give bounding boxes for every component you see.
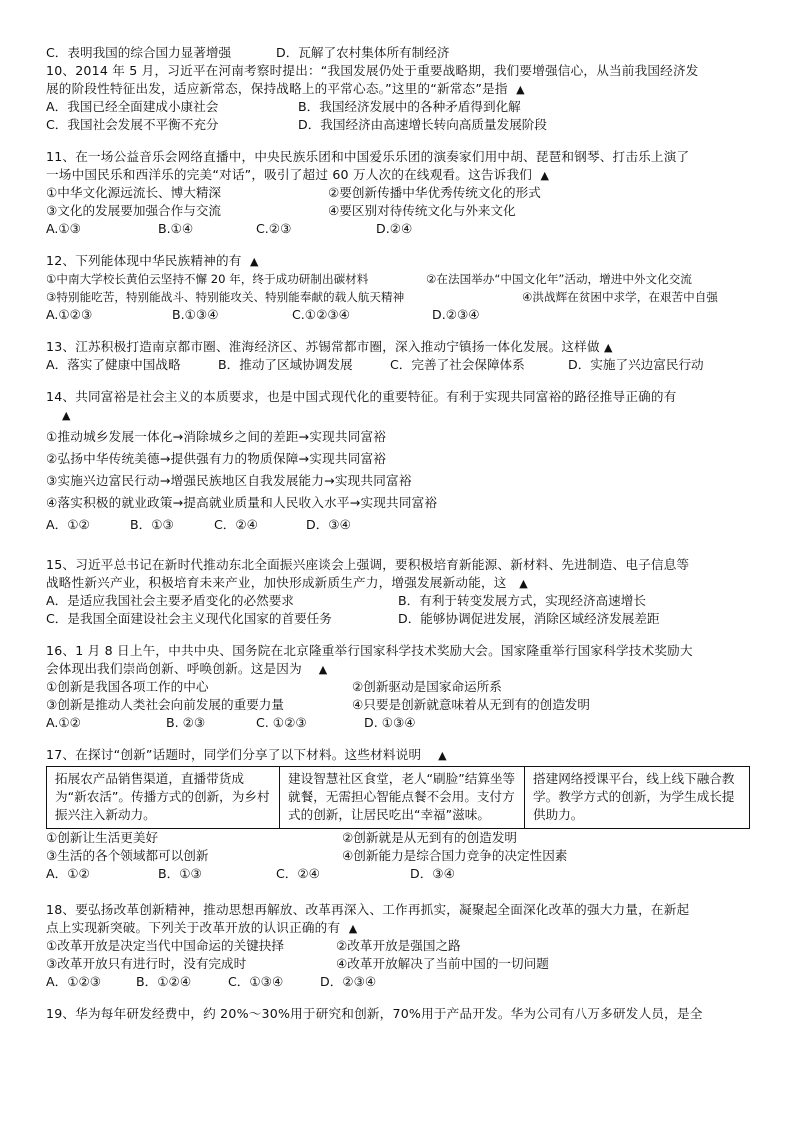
option-a: A．落实了健康中国战略 bbox=[46, 357, 181, 372]
statement-2: ②创新就是从无到有的创造发明 bbox=[342, 830, 518, 845]
question-stem: 11、在一场公益音乐会网络直播中，中央民族乐团和中国爱乐乐团的演奏家们用中胡、琵琶和钢琴、打击乐上演了 bbox=[46, 149, 690, 164]
statement-3: ③创新是推动人类社会向前发展的重要力量 bbox=[46, 697, 284, 712]
question-16 bbox=[46, 642, 750, 732]
statement-1: ①推动城乡发展一体化→消除城乡之间的差距→实现共同富裕 bbox=[46, 429, 387, 444]
option-b: B. ②③ bbox=[166, 715, 206, 730]
exam-page bbox=[46, 44, 750, 1023]
table-row bbox=[47, 767, 750, 829]
option-b: B．有利于转变发展方式，实现经济高速增长 bbox=[398, 593, 646, 608]
question-stem: 战略性新兴产业，积极培育未来产业，加快形成新质生产力，增强发展新动能，这 ▲ bbox=[46, 575, 528, 590]
answer-placeholder-triangle: ▲ bbox=[62, 409, 71, 422]
question-19 bbox=[46, 1005, 750, 1023]
question-11 bbox=[46, 148, 750, 238]
statement-3: ③改革开放只有进行时，没有完成时 bbox=[46, 956, 247, 971]
statement-4: ④要区别对待传统文化与外来文化 bbox=[328, 203, 516, 218]
statement-3: ③特别能吃苦，特别能战斗、特别能攻关、特别能奉献的载人航天精神 bbox=[46, 290, 405, 304]
statement-4: ④落实积极的就业政策→提高就业质量和人民收入水平→实现共同富裕 bbox=[46, 495, 438, 510]
statement-3: ③文化的发展要加强合作与交流 bbox=[46, 203, 222, 218]
option-d: D．我国经济由高速增长转向高质量发展阶段 bbox=[298, 117, 547, 132]
option-b: B．①③ bbox=[158, 866, 202, 881]
option-d: D.②④ bbox=[376, 221, 413, 236]
statement-2: ②在法国举办“中国文化年”活动，增进中外文化交流 bbox=[426, 272, 692, 286]
question-18 bbox=[46, 901, 750, 991]
question-stem: 展的阶段性特征出发，适应新常态，保持战略上的平常心态。”这里的“新常态”是指 ▲ bbox=[46, 81, 525, 96]
material-cell: 拓展农产品销售渠道，直播带货成为“新农活”。传播方式的创新，为乡村振兴注入新动力。 bbox=[47, 767, 280, 829]
option-d: D．实施了兴边富民行动 bbox=[568, 357, 704, 372]
question-13 bbox=[46, 338, 750, 374]
statement-4: ④只要是创新就意味着从无到有的创造发明 bbox=[352, 697, 590, 712]
question-15 bbox=[46, 556, 750, 628]
answer-placeholder-triangle: ▲ bbox=[348, 922, 358, 935]
option-b: B．①③ bbox=[130, 517, 174, 532]
option-c: C．表明我国的综合国力显著增强 bbox=[46, 45, 232, 60]
option-b: B．①②④ bbox=[136, 974, 192, 989]
question-stem: 18、要弘扬改革创新精神，推动思想再解放、改革再深入、工作再抓实，凝聚起全面深化改革的强大力量，在新起 bbox=[46, 902, 690, 917]
option-b: B．我国经济发展中的各种矛盾得到化解 bbox=[298, 99, 521, 114]
option-d: D.②③④ bbox=[432, 307, 480, 322]
option-d: D．能够协调促进发展，消除区域经济发展差距 bbox=[398, 611, 660, 626]
question-17 bbox=[46, 746, 750, 883]
statement-1: ①中华文化源远流长、博大精深 bbox=[46, 185, 222, 200]
question-stem: 16、1 月 8 日上午，中共中央、国务院在北京隆重举行国家科学技术奖励大会。国家隆重举行国家科学技术奖励大 bbox=[46, 643, 693, 658]
option-c: C．①③④ bbox=[228, 974, 284, 989]
statement-4: ④改革开放解决了当前中国的一切问题 bbox=[336, 956, 549, 971]
option-d: D．③④ bbox=[306, 517, 351, 532]
answer-placeholder-triangle: ▲ bbox=[519, 577, 528, 590]
question-stem: 14、共同富裕是社会主义的本质要求，也是中国式现代化的重要特征。有利于实现共同富裕的路径推导正确的有 bbox=[46, 389, 677, 404]
statement-1: ①改革开放是决定当代中国命运的关键抉择 bbox=[46, 938, 284, 953]
statement-1: ①创新是我国各项工作的中心 bbox=[46, 679, 209, 694]
statement-2: ②改革开放是强国之路 bbox=[336, 938, 461, 953]
statement-2: ②弘扬中华传统美德→提供强有力的物质保障→实现共同富裕 bbox=[46, 451, 387, 466]
option-c: C.①②③④ bbox=[292, 307, 350, 322]
statement-2: ②要创新传播中华优秀传统文化的形式 bbox=[328, 185, 541, 200]
option-b: B.①③④ bbox=[172, 307, 219, 322]
material-table bbox=[46, 766, 750, 829]
option-c: C．②④ bbox=[276, 866, 320, 881]
option-a: A.①③ bbox=[46, 221, 81, 236]
q9-options bbox=[46, 44, 750, 62]
statement-1: ①创新让生活更美好 bbox=[46, 830, 159, 845]
answer-placeholder-triangle: ▲ bbox=[603, 341, 613, 354]
option-c: C. ①②③ bbox=[256, 715, 307, 730]
option-a: A．我国已经全面建成小康社会 bbox=[46, 99, 219, 114]
material-cell: 建设智慧社区食堂，老人“刷脸”结算坐等就餐，无需担心智能点餐不会用。支付方式的创新，让居民吃出“幸福”滋味。 bbox=[280, 767, 525, 829]
answer-placeholder-triangle: ▲ bbox=[540, 169, 550, 182]
option-a: A.①②③ bbox=[46, 307, 93, 322]
answer-placeholder-triangle: ▲ bbox=[318, 663, 328, 676]
option-c: C．完善了社会保障体系 bbox=[390, 357, 525, 372]
option-d: D. ①③④ bbox=[364, 715, 416, 730]
material-cell: 搭建网络授课平台，线上线下融合教学。教学方式的创新，为学生成长提供助力。 bbox=[525, 767, 750, 829]
option-a: A．①② bbox=[46, 517, 90, 532]
question-stem: 17、在探讨“创新”话题时，同学们分享了以下材料。这些材料说明 ▲ bbox=[46, 747, 447, 762]
question-stem: 12、下列能体现中华民族精神的有 ▲ bbox=[46, 253, 259, 268]
option-a: A．是适应我国社会主要矛盾变化的必然要求 bbox=[46, 593, 294, 608]
statement-2: ②创新驱动是国家命运所系 bbox=[352, 679, 502, 694]
option-b: B.①④ bbox=[158, 221, 194, 236]
option-d: D．③④ bbox=[410, 866, 455, 881]
question-stem: 会体现出我们崇尚创新、呼唤创新。这是因为 ▲ bbox=[46, 661, 328, 676]
option-c: C．我国社会发展不平衡不充分 bbox=[46, 117, 219, 132]
question-stem: 13、江苏积极打造南京都市圈、淮海经济区、苏锡常都市圈，深入推动宁镇扬一体化发展。这样做 ▲ bbox=[46, 339, 613, 354]
option-a: A．①② bbox=[46, 866, 90, 881]
statement-3: ③生活的各个领域都可以创新 bbox=[46, 848, 209, 863]
question-stem: 19、华为每年研发经费中，约 20%～30%用于研究和创新，70%用于产品开发。华为公司有八万多研发人员，是全 bbox=[46, 1006, 703, 1021]
statement-1: ①中南大学校长黄伯云坚持不懈 20 年，终于成功研制出碳材料 bbox=[46, 272, 369, 286]
statement-4: ④创新能力是综合国力竞争的决定性因素 bbox=[342, 848, 568, 863]
option-a: A.①② bbox=[46, 715, 81, 730]
answer-placeholder-triangle: ▲ bbox=[516, 83, 525, 96]
option-a: A．①②③ bbox=[46, 974, 102, 989]
statement-4: ④洪战辉在贫困中求学，在艰苦中自强 bbox=[522, 290, 718, 304]
question-stem: 一场中国民乐和西洋乐的完美“对话”，吸引了超过 60 万人次的在线观看。这告诉我们 ▲ bbox=[46, 167, 550, 182]
question-14 bbox=[46, 388, 750, 538]
question-12 bbox=[46, 252, 750, 324]
answer-placeholder-triangle: ▲ bbox=[438, 749, 447, 762]
option-b: B．推动了区域协调发展 bbox=[218, 357, 353, 372]
question-10 bbox=[46, 62, 750, 134]
question-stem: 10、2014 年 5 月，习近平在河南考察时提出：“我国发展仍处于重要战略期，我们要增强信心，从当前我国经济发 bbox=[46, 63, 699, 78]
question-stem: 点上实现新突破。下列关于改革开放的认识正确的有 ▲ bbox=[46, 920, 358, 935]
answer-placeholder-triangle: ▲ bbox=[249, 255, 259, 268]
option-c: C.②③ bbox=[256, 221, 292, 236]
option-c: C．②④ bbox=[214, 517, 258, 532]
statement-3: ③实施兴边富民行动→增强民族地区自我发展能力→实现共同富裕 bbox=[46, 473, 412, 488]
option-d: D．瓦解了农村集体所有制经济 bbox=[276, 45, 450, 60]
option-c: C．是我国全面建设社会主义现代化国家的首要任务 bbox=[46, 611, 332, 626]
option-d: D．②③④ bbox=[320, 974, 377, 989]
question-stem: 15、习近平总书记在新时代推动东北全面振兴座谈会上强调，要积极培育新能源、新材料、先进制造、电子信息等 bbox=[46, 557, 690, 572]
